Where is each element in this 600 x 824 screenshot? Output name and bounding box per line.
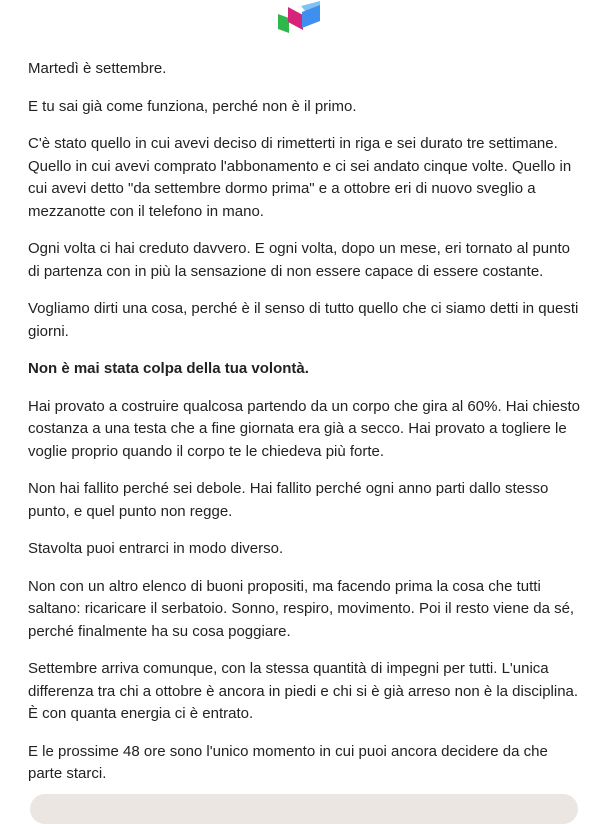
paragraph-we-want-to-tell: Vogliamo dirti una cosa, perché è il senso di tutto quello che ci siamo detti in questi giorni.: [28, 300, 579, 340]
paragraph-recharge: Non con un altro elenco di buoni propositi, ma facendo prima la cosa che tutti saltano: ricaricare il serbatoio. Sonno, respiro, movimento. Poi il resto viene da sé, perché finalmente ha su cosa poggiare.: [28, 577, 575, 640]
email-body: [28, 58, 580, 801]
paragraph-not-weak: Non hai fallito perché sei debole. Hai fallito perché ogni anno parti dallo stesso punto, e quel punto non regge.: [28, 480, 549, 520]
paragraph-not-first: E tu sai già come funziona, perché non è il primo.: [28, 97, 357, 115]
brand-logo: [276, 0, 324, 36]
bottom-banner-image: [30, 794, 578, 824]
brand-logo-icon: [276, 0, 324, 36]
paragraph-every-time: Ogni volta ci hai creduto davvero. E ogni volta, dopo un mese, eri tornato al punto di partenza con in più la sensazione di non essere capace di essere costante.: [28, 240, 570, 280]
paragraph-intro: Martedì è settembre.: [28, 60, 167, 77]
paragraph-not-your-fault: Non è mai stata colpa della tua volontà.: [28, 360, 309, 377]
paragraph-this-time: Stavolta puoi entrarci in modo diverso.: [28, 540, 284, 557]
paragraph-next-48-hours: E le prossime 48 ore sono l'unico momento in cui puoi ancora decidere da che parte starci.: [28, 742, 548, 782]
paragraph-september-arrives: Settembre arriva comunque, con la stessa quantità di impegni per tutti. L'unica differenza tra chi a ottobre è ancora in piedi e chi si è già arreso non è la disciplina. È con quanta energia ci è entrato.: [28, 660, 579, 722]
paragraph-past-attempts: C'è stato quello in cui avevi deciso di rimetterti in riga e sei durato tre settimane. Quello in cui avevi comprato l'abbonamento e ci sei andato cinque volte. Quello in cui avevi detto "da settembre dormo prima" e a ottobre eri di nuovo sveglio a mezzanotte con il telefono in mano.: [28, 135, 572, 220]
paragraph-body-at-60: Hai provato a costruire qualcosa partendo da un corpo che gira al 60%. Hai chiesto costanza a una testa che a fine giornata era già a secco. Hai provato a togliere le voglie proprio quando il corpo te le chiedeva più forte.: [28, 397, 580, 460]
